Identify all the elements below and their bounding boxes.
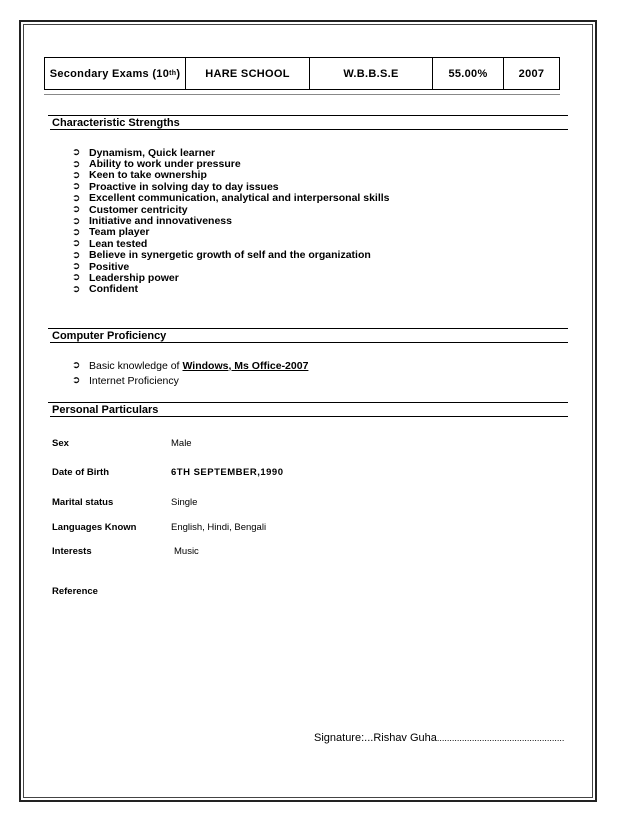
list-item: ➲ Internet Proficiency bbox=[72, 374, 179, 387]
exam-cell: Secondary Exams (10 th ) bbox=[45, 58, 186, 89]
signature: Signature:...Rishav Guha................................................... bbox=[314, 732, 565, 744]
list-item: ➲ Positive bbox=[72, 260, 130, 273]
personal-header: Personal Particulars bbox=[50, 404, 568, 417]
computer-header: Computer Proficiency bbox=[50, 330, 568, 343]
strengths-list bbox=[72, 147, 390, 295]
list-item: ➲ Keen to take ownership bbox=[72, 169, 207, 182]
board-cell: W.B.B.S.E bbox=[310, 58, 433, 89]
list-item: ➲ Proactive in solving day to day issues bbox=[72, 180, 279, 193]
interests-row: Interests Music bbox=[52, 546, 199, 557]
arrow-bullet-icon: ➲ bbox=[72, 272, 81, 284]
strengths-header: Characteristic Strengths bbox=[50, 117, 568, 130]
list-item: ➲ Customer centricity bbox=[72, 203, 188, 216]
languages-row: Languages Known English, Hindi, Bengali bbox=[52, 522, 267, 533]
list-item: ➲ Leadership power bbox=[72, 272, 179, 284]
arrow-bullet-icon: ➲ bbox=[72, 238, 81, 250]
list-item: ➲ Dynamism, Quick learner bbox=[72, 146, 216, 159]
marital-row: Marital status Single bbox=[52, 497, 198, 508]
divider bbox=[44, 94, 560, 95]
education-table bbox=[44, 57, 560, 90]
arrow-bullet-icon: ➲ bbox=[72, 283, 81, 295]
list-item: ➲ Excellent communication, analytical and interpersonal skills bbox=[72, 192, 390, 205]
list-item: ➲ Team player bbox=[72, 226, 150, 239]
arrow-bullet-icon: ➲ bbox=[72, 261, 81, 273]
list-item: ➲ Confident bbox=[72, 283, 138, 296]
list-item: ➲ Believe in synergetic growth of self and the organization bbox=[72, 249, 371, 262]
arrow-bullet-icon: ➲ bbox=[72, 147, 81, 159]
computer-list bbox=[72, 358, 308, 388]
list-item: ➲ Ability to work under pressure bbox=[72, 158, 241, 171]
reference-label: Reference bbox=[52, 586, 98, 597]
arrow-bullet-icon: ➲ bbox=[72, 249, 81, 261]
list-item: ➲ Initiative and innovativeness bbox=[72, 215, 232, 228]
arrow-bullet-icon: ➲ bbox=[72, 215, 81, 227]
school-cell: HARE SCHOOL bbox=[186, 58, 310, 89]
arrow-bullet-icon: ➲ bbox=[72, 169, 81, 181]
arrow-bullet-icon: ➲ bbox=[72, 181, 81, 193]
arrow-bullet-icon: ➲ bbox=[72, 158, 81, 170]
arrow-bullet-icon: ➲ bbox=[72, 192, 81, 204]
percent-cell: 55.00% bbox=[433, 58, 504, 89]
windows-office-link[interactable]: Windows, Ms Office-2007 bbox=[182, 359, 309, 372]
year-cell: 2007 bbox=[518, 67, 545, 80]
dob-row: Date of Birth 6TH SEPTEMBER,1990 bbox=[52, 467, 284, 478]
arrow-bullet-icon: ➲ bbox=[72, 204, 81, 216]
arrow-bullet-icon: ➲ bbox=[72, 226, 81, 238]
arrow-bullet-icon: ➲ bbox=[72, 375, 81, 386]
list-item: ➲ Lean tested bbox=[72, 237, 148, 250]
list-item: ➲ Basic knowledge of Windows, Ms Office-2007 bbox=[72, 359, 309, 372]
sex-row: Sex Male bbox=[52, 438, 192, 449]
arrow-bullet-icon: ➲ bbox=[72, 360, 81, 371]
